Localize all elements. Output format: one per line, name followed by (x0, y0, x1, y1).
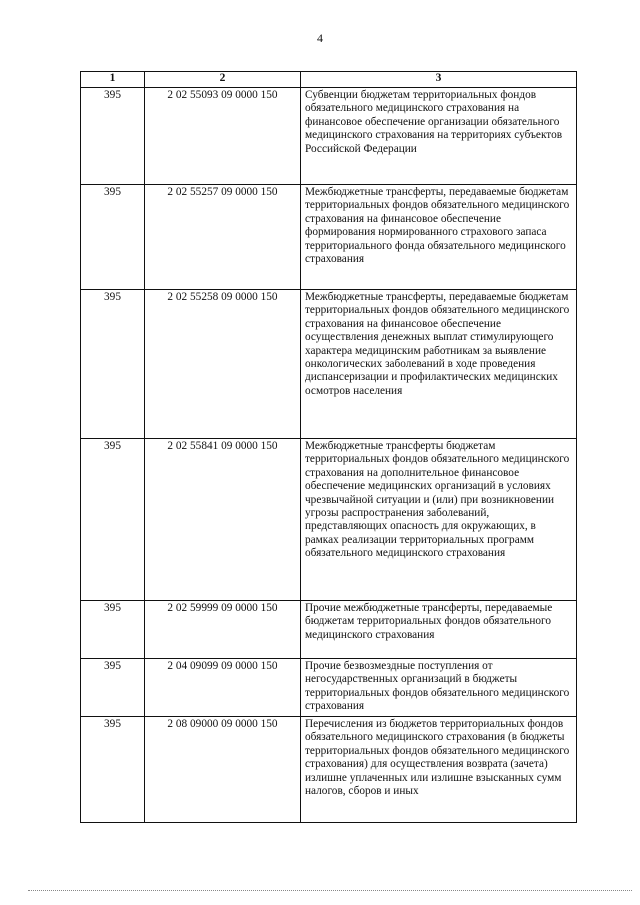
budget-code-cell: 2 02 55093 09 0000 150 (145, 88, 301, 185)
income-name-cell: Субвенции бюджетам территориальных фондов обязательного медицинского страхования на финансовое обеспечение организации обязательного медицинского страхования на территориях субъектов Российской Федерации (301, 88, 577, 185)
admin-code-cell: 395 (81, 601, 145, 659)
budget-code-cell: 2 02 55258 09 0000 150 (145, 290, 301, 439)
budget-code-cell: 2 02 55257 09 0000 150 (145, 185, 301, 290)
income-name-cell: Прочие безвозмездные поступления от негосударственных организаций в бюджеты территориальных фондов обязательного медицинского страхования (301, 659, 577, 717)
table-row (81, 88, 577, 185)
income-name-cell: Перечисления из бюджетов территориальных фондов обязательного медицинского страхования (в бюджеты территориальных фондов обязательного медицинского страхования) для осуществления возврата (зачета) излишне уплаченных или излишне взысканных сумм налогов, сборов и иных (301, 717, 577, 823)
table-row (81, 439, 577, 601)
table-row (81, 659, 577, 717)
admin-code-cell: 395 (81, 659, 145, 717)
admin-code-cell: 395 (81, 88, 145, 185)
income-name-cell: Прочие межбюджетные трансферты, передаваемые бюджетам территориальных фондов обязательного медицинского страхования (301, 601, 577, 659)
table-row (81, 185, 577, 290)
page-bottom-rule (28, 890, 632, 891)
budget-code-cell: 2 08 09000 09 0000 150 (145, 717, 301, 823)
column-header-1: 1 (81, 72, 145, 88)
income-name-cell: Межбюджетные трансферты, передаваемые бюджетам территориальных фондов обязательного медицинского страхования на финансовое обеспечение формирования нормированного страхового запаса территориального фонда обязательного медицинского страхования (301, 185, 577, 290)
admin-code-cell: 395 (81, 185, 145, 290)
admin-code-cell: 395 (81, 717, 145, 823)
table-row (81, 601, 577, 659)
page-number: 4 (317, 31, 323, 45)
admin-code-cell: 395 (81, 290, 145, 439)
admin-code-cell: 395 (81, 439, 145, 601)
column-header-3: 3 (301, 72, 577, 88)
budget-code-cell: 2 04 09099 09 0000 150 (145, 659, 301, 717)
table-header-row (81, 72, 577, 88)
income-name-cell: Межбюджетные трансферты, передаваемые бюджетам территориальных фондов обязательного медицинского страхования на финансовое обеспечение осуществления денежных выплат стимулирующего характера медицинским работникам за выявление онкологических заболеваний в ходе проведения диспансеризации и профилактических медицинских осмотров населения (301, 290, 577, 439)
income-name-cell: Межбюджетные трансферты бюджетам территориальных фондов обязательного медицинского страхования на дополнительное финансовое обеспечение медицинских организаций в условиях чрезвычайной ситуации и (или) при возникновении угрозы распространения заболеваний, представляющих опасность для окружающих, в рамках реализации территориальных программ обязательного медицинского страхования (301, 439, 577, 601)
budget-codes-table (80, 71, 577, 823)
table-row (81, 290, 577, 439)
table-row (81, 717, 577, 823)
column-header-2: 2 (145, 72, 301, 88)
budget-code-cell: 2 02 59999 09 0000 150 (145, 601, 301, 659)
budget-code-cell: 2 02 55841 09 0000 150 (145, 439, 301, 601)
